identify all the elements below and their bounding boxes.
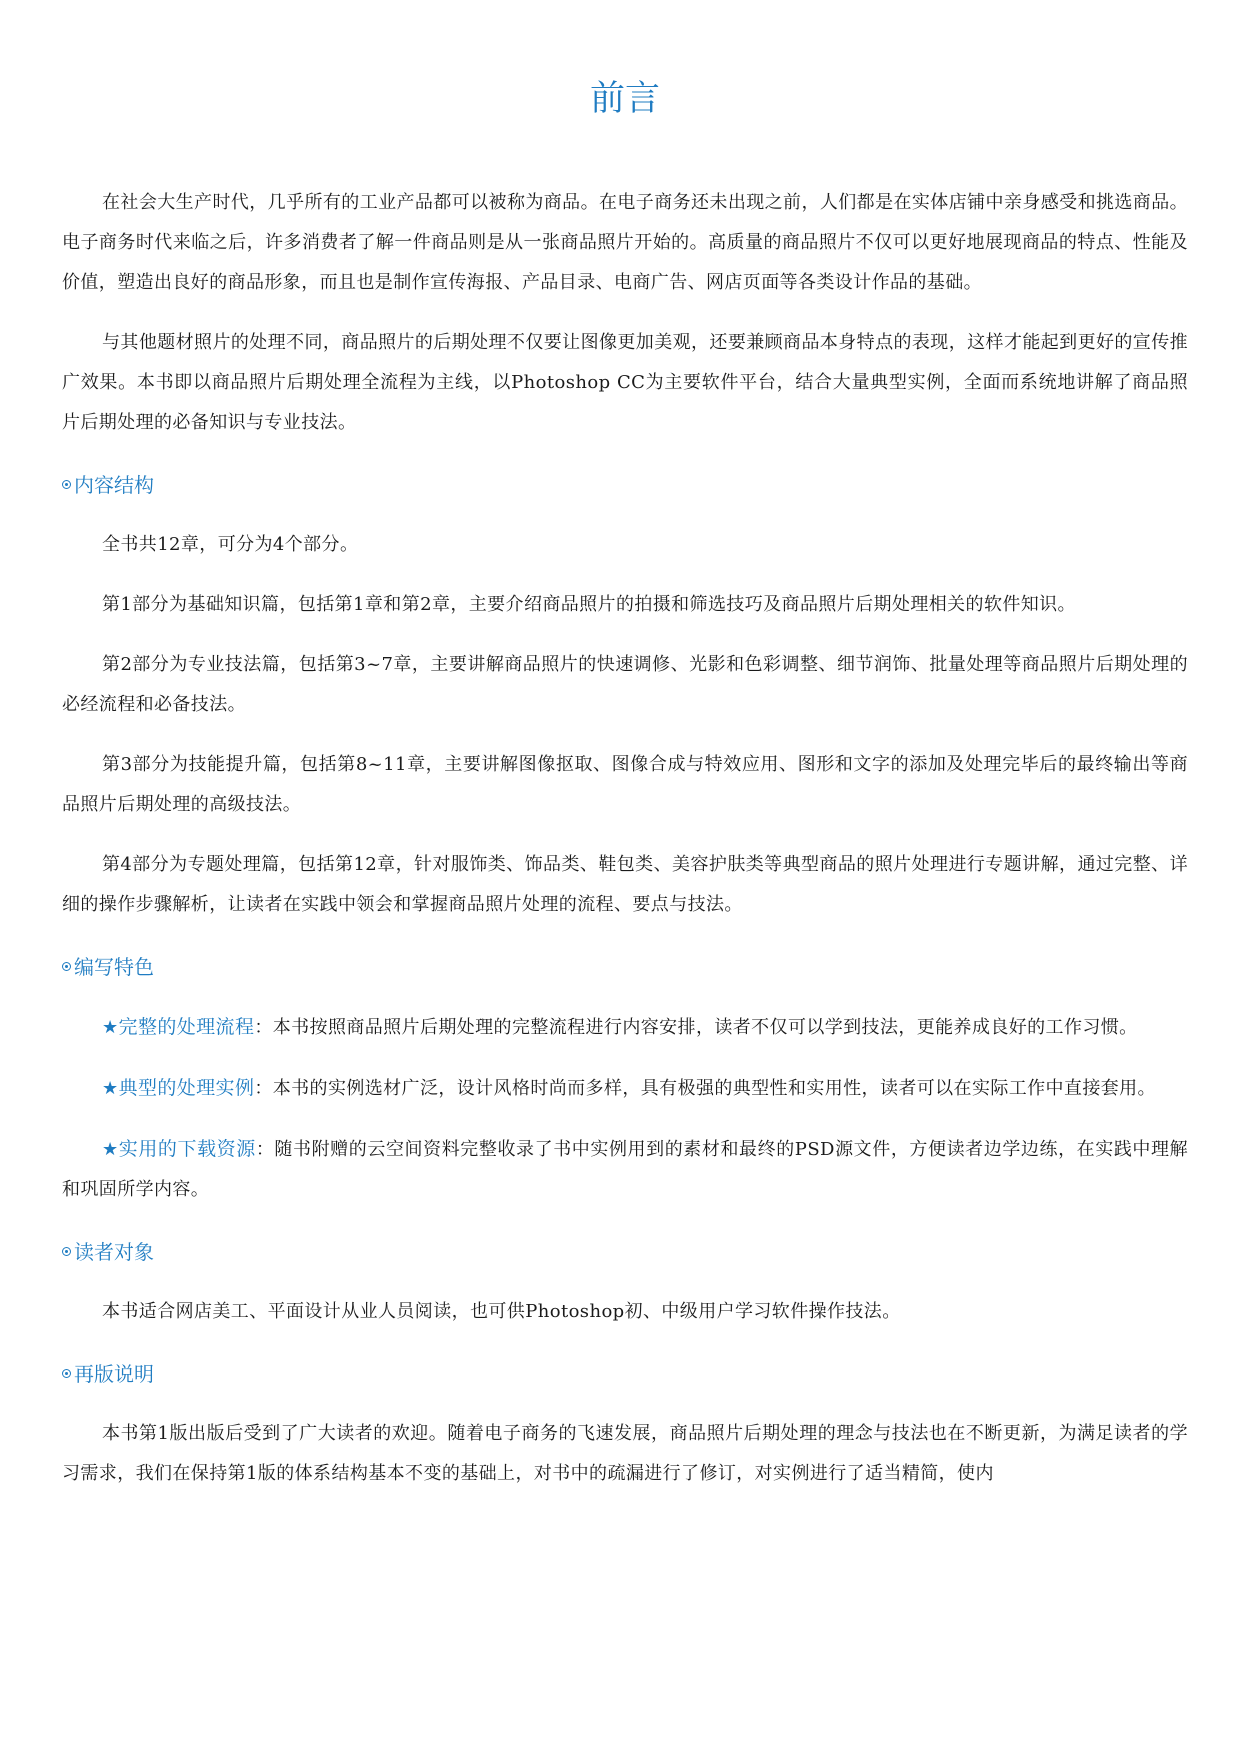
readers-section — [62, 1230, 1188, 1332]
circle-bullet-icon — [62, 1369, 71, 1378]
body-paragraph: 本书第1版出版后受到了广大读者的欢迎。随着电子商务的飞速发展，商品照片后期处理的理念与技法也在不断更新，为满足读者的学习需求，我们在保持第1版的体系结构基本不变的基础上，对书中的疏漏进行了修订，对实例进行了适当精简，使内 — [62, 1423, 1188, 1484]
section-heading-label: 再版说明 — [74, 1361, 154, 1386]
page-title: 前言 — [589, 79, 660, 119]
section-heading-content-structure — [62, 463, 1188, 503]
star-icon: ★ — [102, 1139, 119, 1160]
feature-label: 实用的下载资源 — [118, 1138, 256, 1160]
intro-paragraph: 在社会大生产时代，几乎所有的工业产品都可以被称为商品。在电子商务还未出现之前，人们都是在实体店铺中亲身感受和挑选商品。电子商务时代来临之后，许多消费者了解一件商品则是从一张商品照片开始的。高质量的商品照片不仅可以更好地展现商品的特点、性能及价值，塑造出良好的商品形象，而且也是制作宣传海报、产品目录、电商广告、网店页面等各类设计作品的基础。 — [62, 192, 1188, 293]
content-structure-section — [62, 463, 1188, 925]
section-heading-label: 读者对象 — [74, 1239, 154, 1264]
star-icon: ★ — [102, 1078, 119, 1099]
features-section — [62, 945, 1188, 1210]
section-heading-readers — [62, 1230, 1188, 1270]
body-paragraph: 全书共12章，可分为4个部分。 — [102, 534, 359, 555]
revision-section — [62, 1352, 1188, 1494]
body-paragraph: 第2部分为专业技法篇，包括第3~7章，主要讲解商品照片的快速调修、光影和色彩调整、细节润饰、批量处理等商品照片后期处理的必经流程和必备技法。 — [62, 654, 1188, 715]
body-paragraph: 第1部分为基础知识篇，包括第1章和第2章，主要介绍商品照片的拍摄和筛选技巧及商品照片后期处理相关的软件知识。 — [102, 594, 1076, 615]
intro-paragraph: 与其他题材照片的处理不同，商品照片的后期处理不仅要让图像更加美观，还要兼顾商品本身特点的表现，这样才能起到更好的宣传推广效果。本书即以商品照片后期处理全流程为主线，以Photoshop CC为主要软件平台，结合大量典型实例，全面而系统地讲解了商品照片后期处理的必备知识与专业技法。 — [62, 332, 1188, 433]
section-heading-label: 编写特色 — [74, 954, 154, 979]
body-paragraph: 第3部分为技能提升篇，包括第8~11章，主要讲解图像抠取、图像合成与特效应用、图形和文字的添加及处理完毕后的最终输出等商品照片后期处理的高级技法。 — [62, 754, 1188, 815]
feature-text: ：随书附赠的云空间资料完整收录了书中实例用到的素材和最终的PSD源文件，方便读者边学边练，在实践中理解和巩固所学内容。 — [62, 1139, 1188, 1200]
feature-text: ：本书按照商品照片后期处理的完整流程进行内容安排，读者不仅可以学到技法，更能养成良好的工作习惯。 — [254, 1017, 1138, 1038]
feature-item — [62, 1129, 1188, 1210]
feature-label: 典型的处理实例 — [118, 1077, 255, 1099]
feature-item — [62, 1007, 1188, 1048]
feature-item — [62, 1068, 1188, 1109]
feature-label: 完整的处理流程 — [118, 1016, 255, 1038]
body-paragraph: 本书适合网店美工、平面设计从业人员阅读，也可供Photoshop初、中级用户学习软件操作技法。 — [102, 1301, 901, 1322]
intro-section — [62, 183, 1188, 443]
star-icon: ★ — [102, 1017, 119, 1038]
circle-bullet-icon — [62, 480, 71, 489]
section-heading-features — [62, 945, 1188, 985]
circle-bullet-icon — [62, 962, 71, 971]
body-paragraph: 第4部分为专题处理篇，包括第12章，针对服饰类、饰品类、鞋包类、美容护肤类等典型商品的照片处理进行专题讲解，通过完整、详细的操作步骤解析，让读者在实践中领会和掌握商品照片处理的流程、要点与技法。 — [62, 854, 1188, 915]
section-heading-label: 内容结构 — [74, 472, 154, 497]
circle-bullet-icon — [62, 1247, 71, 1256]
section-heading-revision — [62, 1352, 1188, 1392]
feature-text: ：本书的实例选材广泛，设计风格时尚而多样，具有极强的典型性和实用性，读者可以在实际工作中直接套用。 — [254, 1078, 1156, 1099]
